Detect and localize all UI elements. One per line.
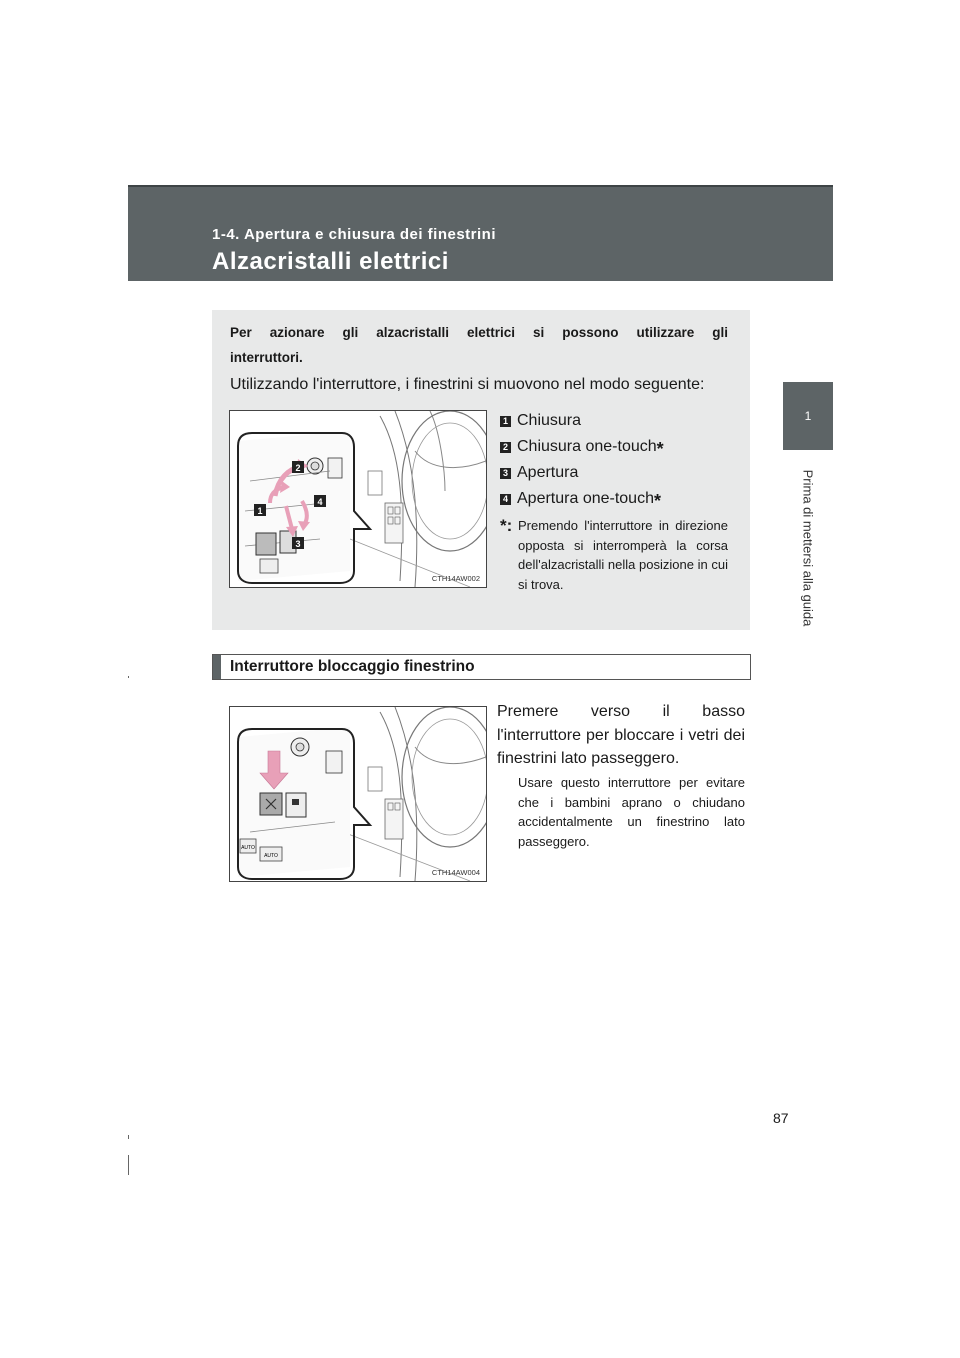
legend-number: 3 (500, 468, 511, 479)
callout-2: 2 (295, 463, 301, 473)
legend-number: 1 (500, 416, 511, 427)
lock-switch-figure (229, 706, 487, 882)
legend-number: 2 (500, 442, 511, 453)
legend-label: Apertura (517, 464, 579, 481)
crop-mark (128, 1135, 129, 1139)
crop-mark (128, 676, 129, 678)
section-label: 1-4. Apertura e chiusura dei finestrini (212, 226, 497, 243)
figure-code: CTH14AW002 (431, 574, 480, 583)
legend-label: Chiusura (517, 412, 582, 429)
heading-bar (213, 655, 221, 679)
intro-bold-line2: interruttori. (230, 350, 303, 365)
lock-heading-text: Interruttore bloccaggio finestrino (230, 658, 475, 675)
chapter-label: Prima di mettersi alla guida (800, 469, 816, 627)
intro-bold-text (230, 320, 728, 370)
callout-1: 1 (257, 506, 263, 516)
auto-label-2: AUTO (264, 853, 278, 859)
callout-3: 3 (295, 539, 301, 549)
lock-instruction: Premere verso il basso l'interruttore per bloccare i vetri dei finestrini lato passeggero. (497, 703, 745, 767)
page-number: 87 (773, 1110, 789, 1126)
figure-code: CTH14AW004 (431, 868, 480, 877)
intro-text: Utilizzando l'interruttore, i finestrini si muovono nel modo seguente: (230, 376, 705, 393)
footnote (500, 516, 728, 594)
crop-mark (128, 1155, 129, 1175)
lock-note: Usare questo interruttore per evitare che i bambini aprano o chiudano accidentalmente un finestrino lato passeggero. (518, 775, 745, 849)
legend-item (500, 460, 730, 486)
intro-bold-line1: Per azionare gli alzacristalli elettrici si possono utilizzare gli (230, 325, 728, 340)
lock-switch-illustration (230, 707, 486, 881)
window-switch-illustration (230, 411, 486, 587)
header-edge (128, 185, 833, 187)
legend-item: 4 Apertura one-touch * (500, 486, 730, 512)
chapter-tab: 1 (783, 382, 833, 450)
page-title: Alzacristalli elettrici (212, 248, 449, 275)
footnote-text: Premendo l'interruttore in direzione opposta si interromperà la corsa dell'alzacristalli nella posizione in cui si trova. (518, 518, 728, 592)
auto-label-1: AUTO (241, 845, 255, 851)
legend-number: 4 (500, 494, 511, 505)
lock-section-heading (212, 654, 751, 680)
window-switch-figure (229, 410, 487, 588)
legend-list (500, 408, 730, 512)
legend-item (500, 408, 730, 434)
legend-label: Chiusura one-touch (517, 438, 657, 455)
footnote-mark: *: (500, 516, 513, 535)
callout-4: 4 (317, 497, 323, 507)
legend-label: Apertura one-touch (517, 490, 654, 507)
legend-item: 2 Chiusura one-touch * (500, 434, 730, 460)
